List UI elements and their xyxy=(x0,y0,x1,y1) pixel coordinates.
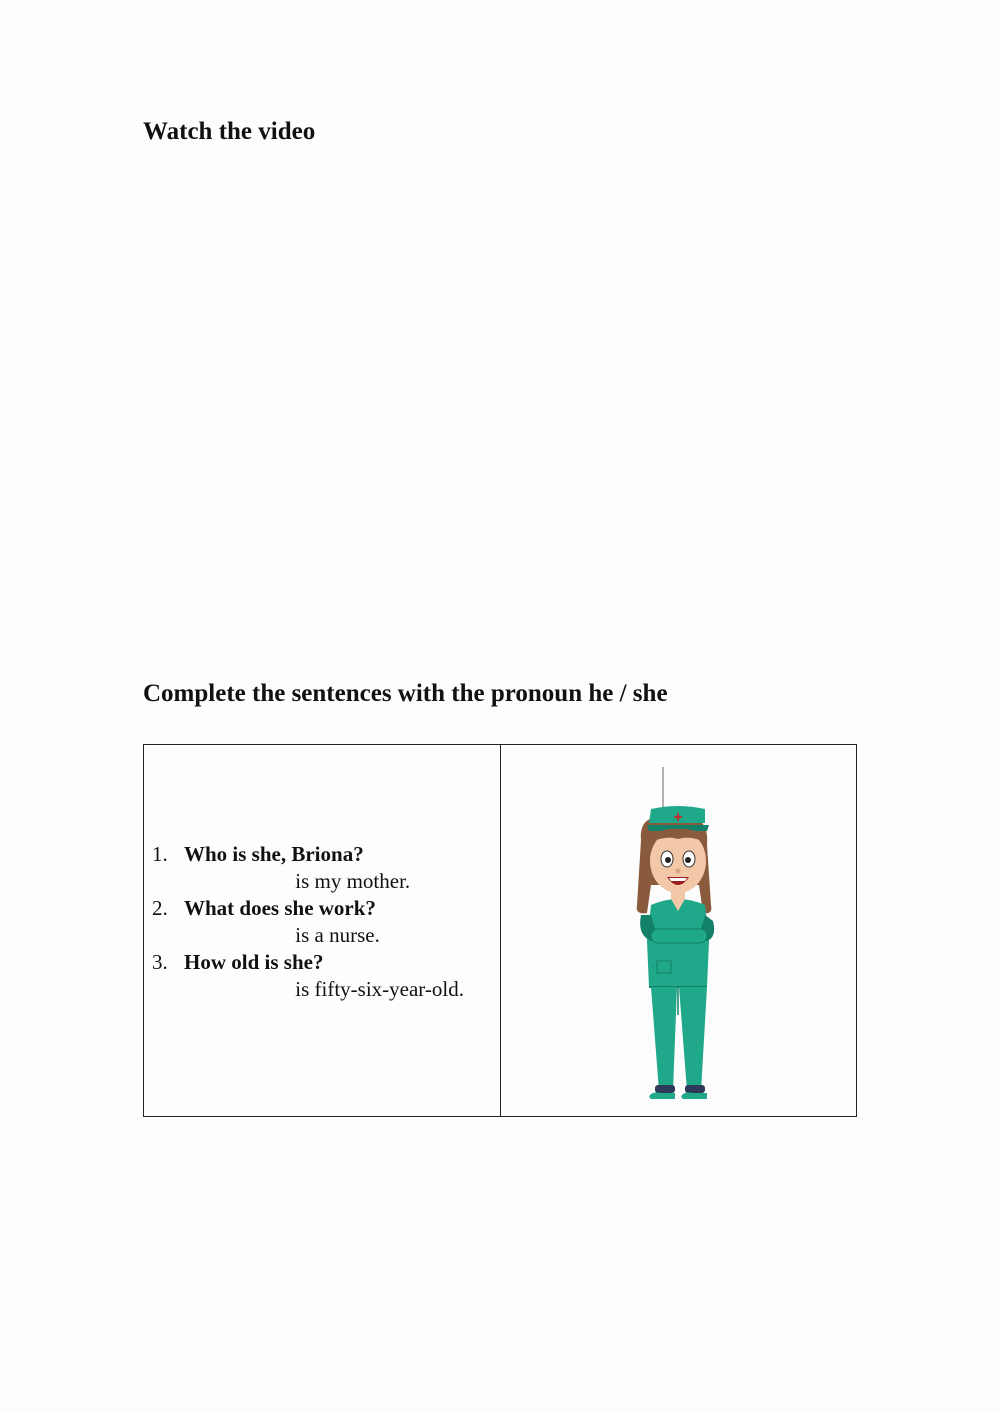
list-item xyxy=(152,841,464,895)
question-text: Who is she, Briona? xyxy=(184,842,364,866)
answer-text: is my mother. xyxy=(295,869,411,893)
exercise-heading: Complete the sentences with the pronoun he / she xyxy=(143,680,668,707)
image-cell xyxy=(501,745,856,1116)
watch-video-heading: Watch the video xyxy=(143,118,316,145)
question-number: 1. xyxy=(152,842,168,866)
question-list xyxy=(152,841,464,1003)
question-number: 2. xyxy=(152,896,168,920)
exercise-table xyxy=(143,744,857,1117)
nurse-illustration xyxy=(621,765,741,1105)
questions-cell xyxy=(144,745,501,1116)
video-placeholder[interactable] xyxy=(143,165,857,645)
question-text: How old is she? xyxy=(184,950,324,974)
answer-text: is fifty-six-year-old. xyxy=(295,977,464,1001)
list-item xyxy=(152,895,464,949)
question-number: 3. xyxy=(152,950,168,974)
list-item xyxy=(152,949,464,1003)
answer-text: is a nurse. xyxy=(295,923,380,947)
question-text: What does she work? xyxy=(184,896,376,920)
